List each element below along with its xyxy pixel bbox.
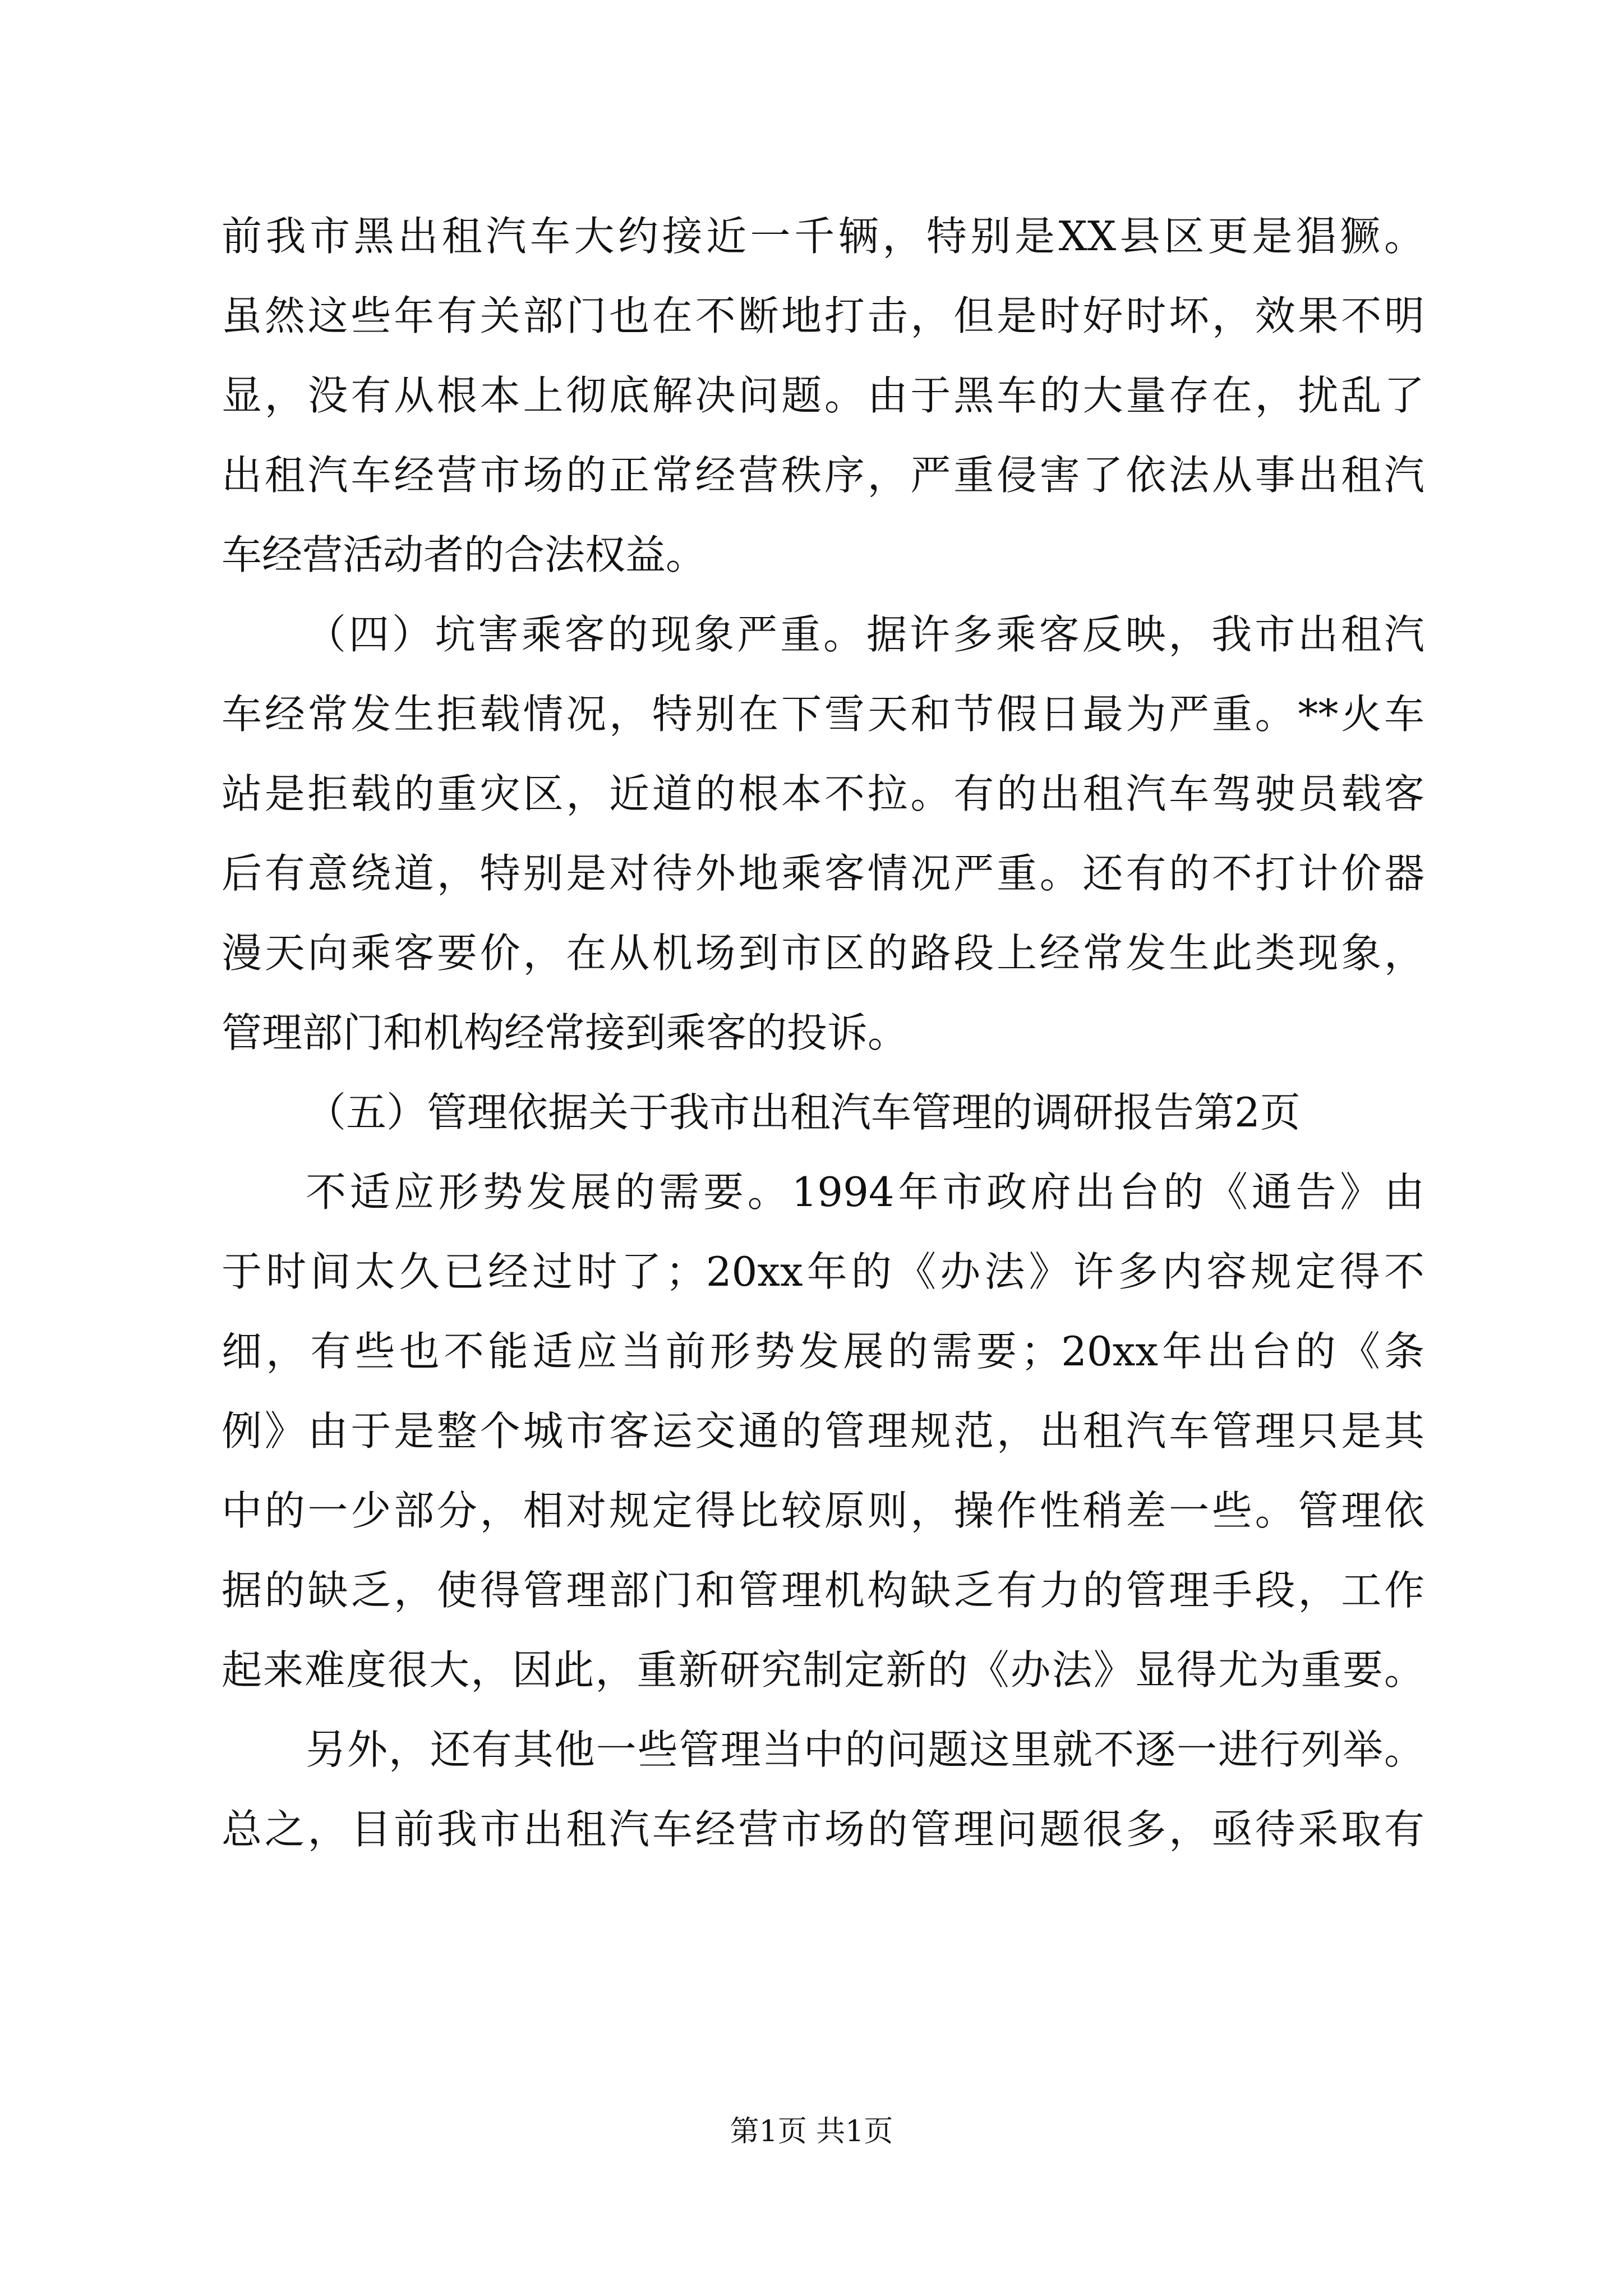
text-line: 出租汽车经营市场的正常经营秩序，严重侵害了依法从事出租汽 xyxy=(222,452,1424,499)
page-footer xyxy=(0,2112,1623,2151)
text-line: 漫天向乘客要价，在从机场到市区的路段上经常发生此类现象， xyxy=(222,930,1424,977)
text-line: 中的一少部分，相对规定得比较原则，操作性稍差一些。管理依 xyxy=(222,1487,1424,1534)
page-number-label: 第1页 共1页 xyxy=(730,2115,893,2148)
text-line: 前我市黑出租汽车大约接近一千辆，特别是XX县区更是猖獗。 xyxy=(222,213,1424,260)
paragraph-3 xyxy=(222,1073,1424,1152)
text-line: 于时间太久已经过时了；20xx年的《办法》许多内容规定得不 xyxy=(222,1248,1424,1295)
text-line: 总之，目前我市出租汽车经营市场的管理问题很多，亟待采取有 xyxy=(222,1806,1424,1853)
text-line: 例》由于是整个城市客运交通的管理规范，出租汽车管理只是其 xyxy=(222,1407,1424,1455)
document-body xyxy=(222,196,1424,1869)
text-line: 不适应形势发展的需要。1994年市政府出台的《通告》由 xyxy=(306,1168,1424,1216)
text-line: 据的缺乏，使得管理部门和管理机构缺乏有力的管理手段，工作 xyxy=(222,1567,1424,1614)
text-line: （五）管理依据关于我市出租汽车管理的调研报告第2页 xyxy=(306,1089,1301,1136)
paragraph-5 xyxy=(222,1710,1424,1869)
text-line: 另外，还有其他一些管理当中的问题这里就不逐一进行列举。 xyxy=(306,1726,1424,1773)
text-line: 虽然这些年有关部门也在不断地打击，但是时好时坏，效果不明 xyxy=(222,292,1424,339)
paragraph-4 xyxy=(222,1152,1424,1710)
text-line: 细，有些也不能适应当前形势发展的需要；20xx年出台的《条 xyxy=(222,1328,1424,1375)
text-line: 站是拒载的重灾区，近道的根本不拉。有的出租汽车驾驶员载客 xyxy=(222,770,1424,817)
paragraph-1 xyxy=(222,196,1424,595)
text-line: 显，没有从根本上彻底解决问题。由于黑车的大量存在，扰乱了 xyxy=(222,372,1424,419)
text-line: （四）坑害乘客的现象严重。据许多乘客反映，我市出租汽 xyxy=(306,611,1424,658)
paragraph-2 xyxy=(222,595,1424,1073)
text-line: 起来难度很大，因此，重新研究制定新的《办法》显得尤为重要。 xyxy=(222,1646,1424,1694)
text-line: 管理部门和机构经常接到乘客的投诉。 xyxy=(222,1009,909,1056)
text-line: 车经营活动者的合法权益。 xyxy=(222,531,707,578)
text-line: 车经常发生拒载情况，特别在下雪天和节假日最为严重。**火车 xyxy=(222,691,1424,738)
text-line: 后有意绕道，特别是对待外地乘客情况严重。还有的不打计价器 xyxy=(222,850,1424,897)
